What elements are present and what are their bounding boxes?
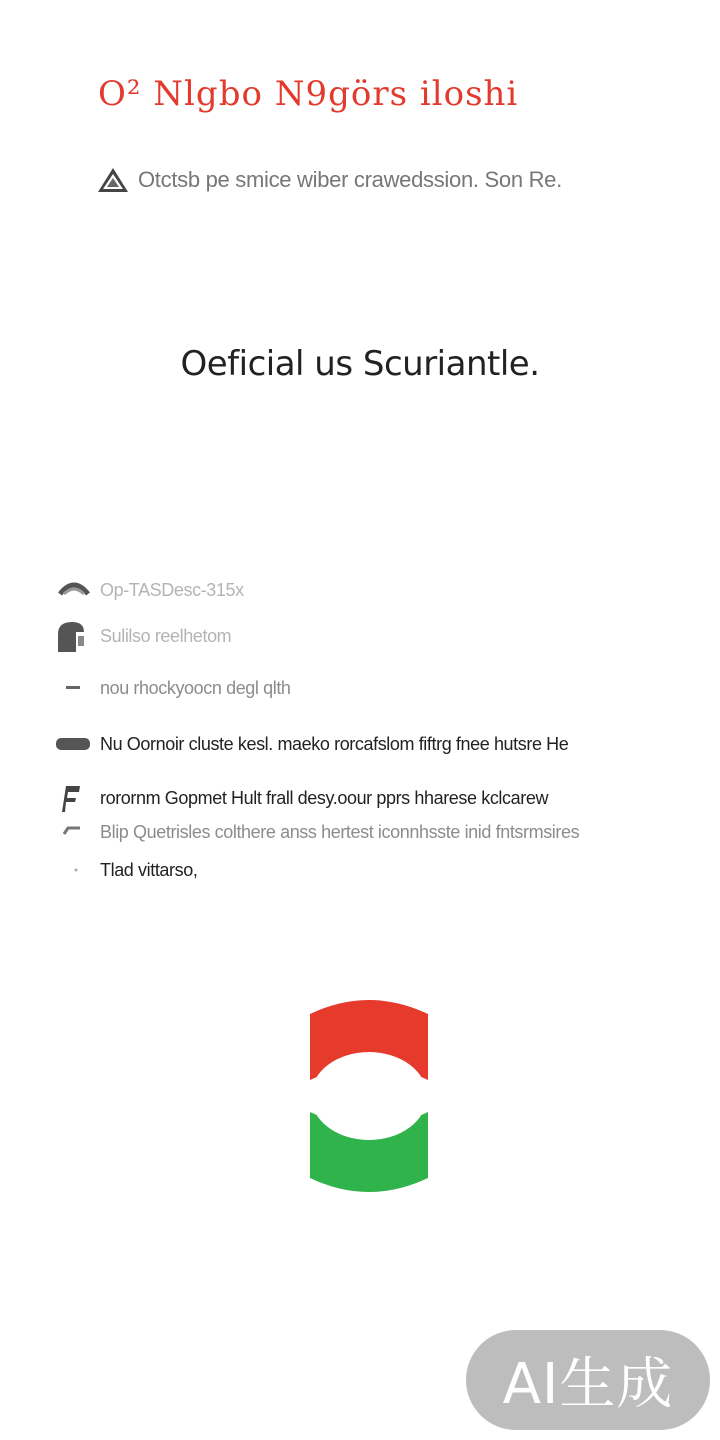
red-green-emblem-icon [306,994,432,1198]
dash-icon [54,814,94,850]
list-item-label: Sulilso reelhetom [100,625,232,646]
warning-triangle-icon [96,166,130,194]
ai-generated-badge: AI生成 [466,1330,710,1430]
list-item[interactable] [54,618,231,654]
flag-icon [54,780,94,816]
list-item[interactable] [54,726,568,762]
page-heading: Oeficial us Scuriantle. [180,344,540,384]
pill-icon [54,726,94,762]
list-item[interactable] [54,852,197,888]
list-item-label: nou rhockyoocn degl qlth [100,677,291,698]
list-item-label: Op-TASDesc-315x [100,579,244,600]
warning-notice [96,166,562,194]
list-item[interactable] [54,814,579,850]
list-item-label: Nu Oornoir cluste kesl. maeko rorcafslom fiftrg fnee hutsre He [100,733,569,754]
arc-icon [54,572,94,608]
list-item-label: rorornm Gopmet Hult frall desy.oour pprs hharese kclcarew [100,787,549,808]
dot-icon [54,852,94,888]
app-title: O² Nlgbo N9görs iloshi [98,74,519,114]
list-item-label: Blip Quetrisles colthere anss hertest iconnhsste inid fntsrmsires [100,821,580,842]
list-item[interactable] [54,780,548,816]
helmet-icon [54,618,94,654]
warning-text: Otctsb pe smice wiber crawedssion. Son Re. [138,167,562,192]
list-item[interactable] [54,670,291,706]
list-item-label: Tlad vittarso, [100,859,198,880]
list-item[interactable] [54,572,244,608]
dash-icon [54,670,94,706]
